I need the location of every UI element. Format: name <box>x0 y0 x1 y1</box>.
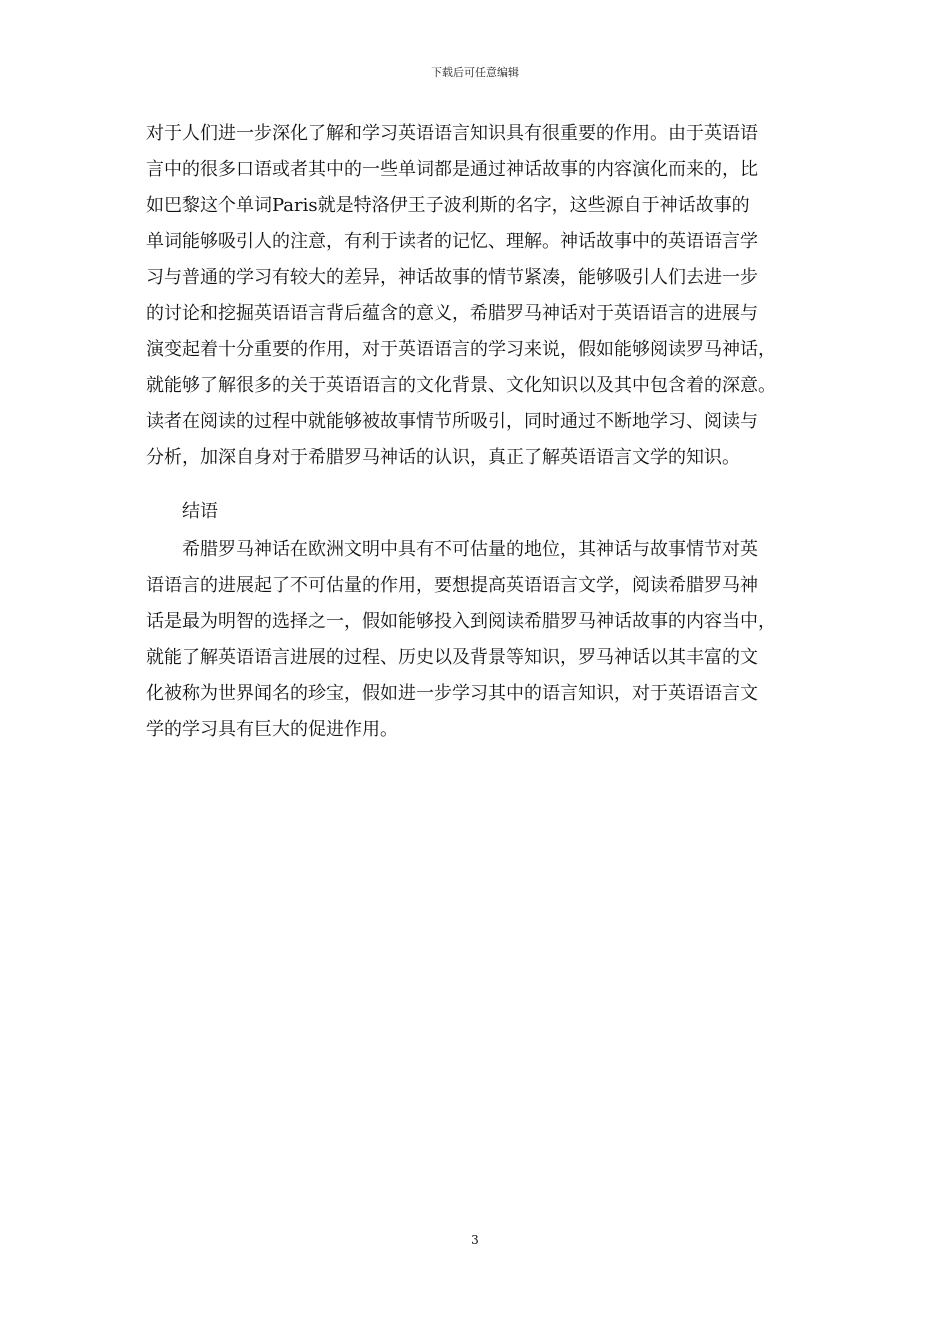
paragraph-1-line: 习与普通的学习有较大的差异，神话故事的情节紧凑，能够吸引人们去进一步 <box>146 267 758 288</box>
paragraph-2-line: 化被称为世界闻名的珍宝，假如进一步学习其中的语言知识，对于英语语言文 <box>146 683 758 704</box>
paragraph-1-line: 的讨论和挖掘英语语言背后蕴含的意义，希腊罗马神话对于英语语言的进展与 <box>146 303 758 324</box>
paragraph-1-line: 单词能够吸引人的注意，有利于读者的记忆、理解。神话故事中的英语语言学 <box>146 231 758 252</box>
paragraph-2-line: 希腊罗马神话在欧洲文明中具有不可估量的地位，其神话与故事情节对英 <box>182 539 758 560</box>
page-header: 下载后可任意编辑 <box>431 66 519 79</box>
page-number: 3 <box>471 1233 479 1247</box>
paragraph-2-line: 学的学习具有巨大的促进作用。 <box>146 719 398 740</box>
paragraph-1-line: 如巴黎这个单词Paris就是特洛伊王子波利斯的名字，这些源自于神话故事的 <box>146 195 750 216</box>
paragraph-1-line: 演变起着十分重要的作用，对于英语语言的学习来说，假如能够阅读罗马神话， <box>146 339 776 360</box>
paragraph-2-line: 话是最为明智的选择之一，假如能够投入到阅读希腊罗马神话故事的内容当中， <box>146 611 776 632</box>
paragraph-2-line: 语语言的进展起了不可估量的作用，要想提高英语语言文学，阅读希腊罗马神 <box>146 575 758 596</box>
paragraph-1-line: 分析，加深自身对于希腊罗马神话的认识，真正了解英语语言文学的知识。 <box>146 447 740 468</box>
paragraph-1-line: 读者在阅读的过程中就能够被故事情节所吸引，同时通过不断地学习、阅读与 <box>146 411 758 432</box>
paragraph-1-line: 对于人们进一步深化了解和学习英语语言知识具有很重要的作用。由于英语语 <box>146 123 758 144</box>
section-heading: 结语 <box>182 501 218 522</box>
paragraph-1-line: 就能够了解很多的关于英语语言的文化背景、文化知识以及其中包含着的深意。 <box>146 375 776 396</box>
paragraph-2-line: 就能了解英语语言进展的过程、历史以及背景等知识，罗马神话以其丰富的文 <box>146 647 758 668</box>
paragraph-1-line: 言中的很多口语或者其中的一些单词都是通过神话故事的内容演化而来的，比 <box>146 159 758 180</box>
